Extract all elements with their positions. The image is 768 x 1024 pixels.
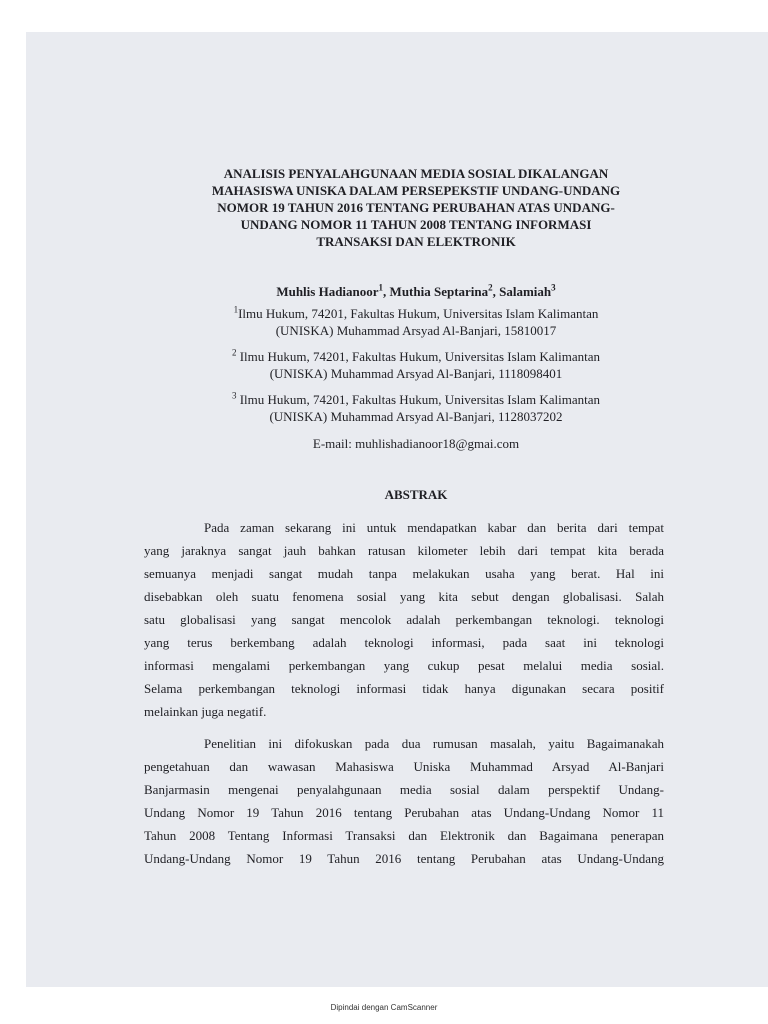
author-sup: 2	[488, 282, 493, 293]
text-line: Undang Nomor 19 Tahun 2016 tentang Perubahan atas Undang-Undang Nomor 11	[144, 805, 664, 820]
abstract-paragraph-1	[144, 516, 664, 723]
author-name: Muhlis Hadianoor	[276, 284, 379, 299]
title-line: UNDANG NOMOR 11 TAHUN 2008 TENTANG INFORMASI	[240, 217, 592, 232]
affiliation-text: Ilmu Hukum, 74201, Fakultas Hukum, Universitas Islam Kalimantan	[238, 306, 599, 321]
text-line: semuanya menjadi sangat mudah tanpa melakukan usaha yang berat. Hal ini	[144, 566, 664, 581]
affiliation	[166, 348, 666, 382]
title-line: NOMOR 19 TAHUN 2016 TENTANG PERUBAHAN ATAS UNDANG-	[217, 200, 615, 215]
affiliation-sup: 2	[231, 347, 237, 358]
affiliation-line: (UNISKA) Muhammad Arsyad Al-Banjari, 1128037202	[269, 409, 563, 424]
author-name: Salamiah	[499, 284, 552, 299]
author-sup: 1	[378, 282, 384, 293]
text-line: melainkan juga negatif.	[144, 704, 267, 719]
text-line: Banjarmasin mengenai penyalahgunaan media sosial dalam perspektif Undang-	[144, 782, 664, 797]
text-line: Pada zaman sekarang ini untuk mendapatkan kabar dan berita dari tempat	[204, 520, 664, 535]
text-line: informasi mengalami perkembangan yang cukup pesat melalui media sosial.	[144, 658, 664, 673]
title-line: ANALISIS PENYALAHGUNAAN MEDIA SOSIAL DIKALANGAN	[223, 166, 609, 181]
abstract-heading: ABSTRAK	[384, 487, 448, 502]
text-line: satu globalisasi yang sangat mencolok adalah perkembangan teknologi. teknologi	[144, 612, 664, 627]
title-line: MAHASISWA UNISKA DALAM PERSEPEKSTIF UNDANG-UNDANG	[211, 183, 621, 198]
author-sup: 3	[551, 282, 556, 293]
text-line: yang jaraknya sangat jauh bahkan ratusan kilometer lebih dari tempat kita berada	[144, 543, 664, 558]
affiliation-text: Ilmu Hukum, 74201, Fakultas Hukum, Universitas Islam Kalimantan	[236, 392, 601, 407]
text-line: Tahun 2008 Tentang Informasi Transaksi dan Elektronik dan Bagaimana penerapan	[144, 828, 664, 843]
affiliation-sup: 3	[231, 390, 237, 401]
document-page	[26, 32, 768, 987]
author-email: E-mail: muhlishadianoor18@gmai.com	[312, 436, 520, 451]
affiliation-line	[166, 391, 666, 408]
author-list	[166, 283, 666, 301]
author-sep: ,	[383, 284, 390, 299]
scanned-page	[26, 32, 768, 987]
affiliation-text: Ilmu Hukum, 74201, Fakultas Hukum, Universitas Islam Kalimantan	[236, 349, 601, 364]
text-line: pengetahuan dan wawasan Mahasiswa Uniska Muhammad Arsyad Al-Banjari	[144, 759, 664, 774]
text-line: yang terus berkembang adalah teknologi informasi, pada saat ini teknologi	[144, 635, 664, 650]
scanner-footer: Dipindai dengan CamScanner	[330, 1003, 438, 1012]
text-line: Penelitian ini difokuskan pada dua rumusan masalah, yaitu Bagaimanakah	[204, 736, 664, 751]
text-line: disebabkan oleh suatu fenomena sosial yang kita sebut dengan globalisasi. Salah	[144, 589, 664, 604]
text-line: Undang-Undang Nomor 19 Tahun 2016 tentang Perubahan atas Undang-Undang	[144, 851, 664, 866]
affiliation	[166, 391, 666, 425]
title-line: TRANSAKSI DAN ELEKTRONIK	[316, 234, 516, 249]
affiliation-line: (UNISKA) Muhammad Arsyad Al-Banjari, 15810017	[275, 323, 557, 338]
affiliation	[166, 305, 666, 339]
affiliation-line	[166, 348, 666, 365]
affiliation-sup: 1	[233, 304, 239, 315]
paper-title	[166, 165, 666, 250]
text-line: Selama perkembangan teknologi informasi tidak hanya digunakan secara positif	[144, 681, 664, 696]
abstract-paragraph-2	[144, 732, 664, 870]
affiliation-line	[166, 305, 666, 322]
affiliation-line: (UNISKA) Muhammad Arsyad Al-Banjari, 1118098401	[269, 366, 563, 381]
author-name: Muthia Septarina	[389, 284, 489, 299]
author-sep: ,	[492, 284, 500, 299]
